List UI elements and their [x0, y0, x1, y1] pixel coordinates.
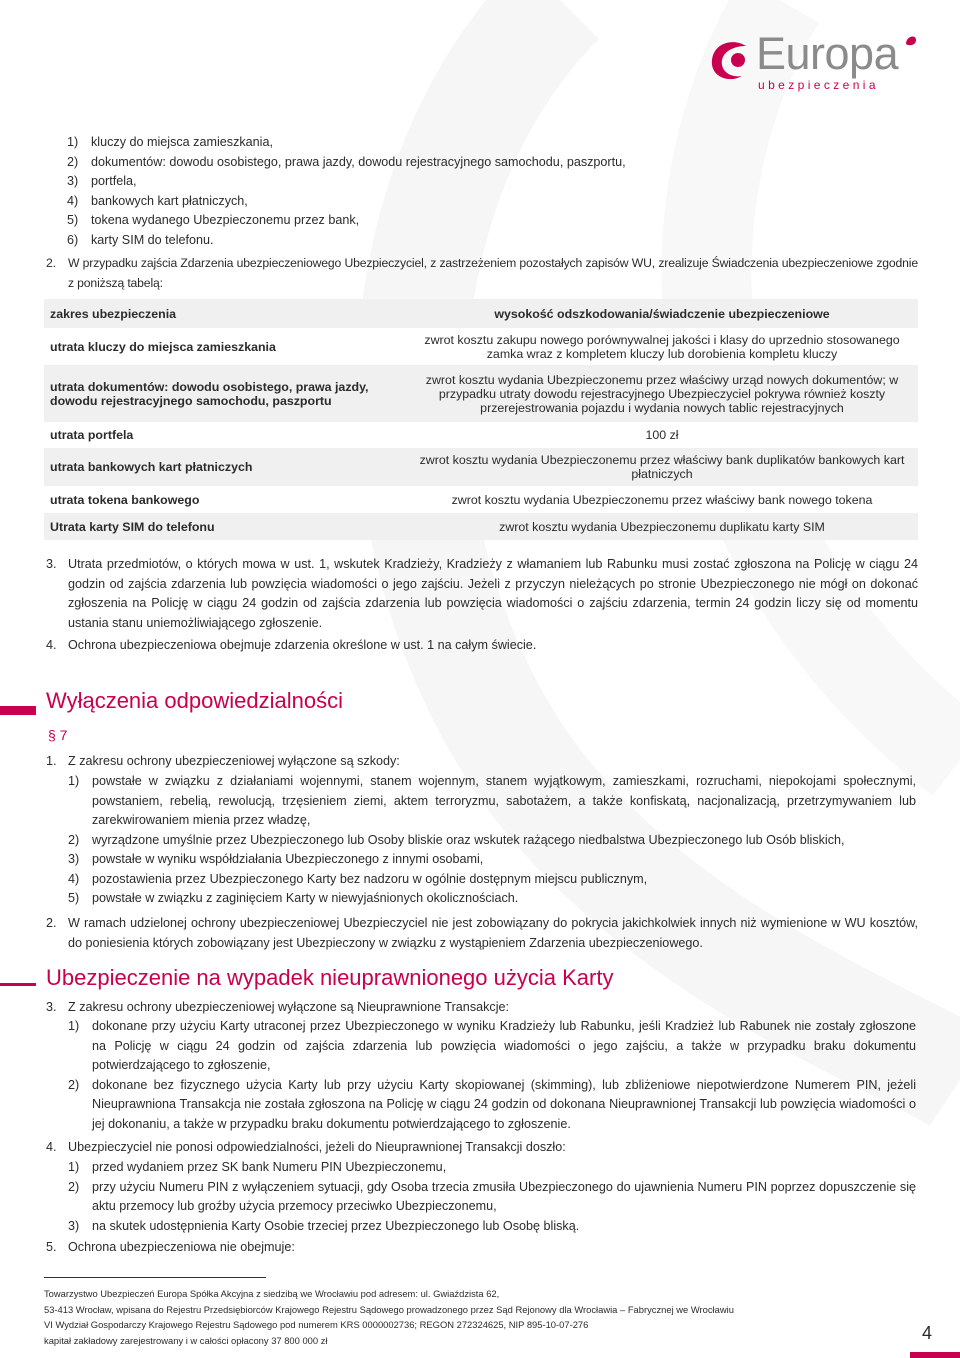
footer-company-info — [44, 1286, 734, 1348]
page-number: 4 — [922, 1323, 933, 1343]
point-4: 4. Ochrona ubezpieczeniowa obejmuje zdarzenia określone w ust. 1 na całym świecie. — [46, 638, 537, 652]
logo-dot-icon — [904, 34, 918, 48]
s2-point-4: 4. Ubezpieczyciel nie ponosi odpowiedzialności, jeżeli do Nieuprawnionej Transakcji doszło: — [46, 1140, 566, 1154]
europa-logo — [708, 28, 928, 94]
list-item: 1) kluczy do miejsca zamieszkania, — [67, 135, 273, 149]
table-row: utrata kluczy do miejsca zamieszkania zwrot kosztu zakupu nowego porównywalnej jakości i klasy do uprzednio stosowanego zamka wraz z kompletem kluczy lub dorobienia kompletu kluczy — [44, 328, 918, 365]
s1-point-1: 1. Z zakresu ochrony ubezpieczeniowej wyłączone są szkody: — [46, 754, 400, 768]
footer-divider — [44, 1277, 266, 1278]
s2-items3-list — [68, 1017, 916, 1134]
s1-items-list — [68, 772, 916, 909]
s2-point-3: 3. Z zakresu ochrony ubezpieczeniowej wyłączone są Nieuprawnione Transakcje: — [46, 1000, 510, 1014]
table-header-cell: zakres ubezpieczenia — [44, 299, 406, 328]
logo-wordmark: Europa — [756, 28, 899, 79]
s2-point-5: 5. Ochrona ubezpieczeniowa nie obejmuje: — [46, 1240, 295, 1254]
table-header-cell: wysokość odszkodowania/świadczenie ubezpieczeniowe — [406, 299, 918, 328]
list-item: 6) karty SIM do telefonu. — [67, 232, 214, 247]
list-item: 2) przy użyciu Numeru PIN z wyłączeniem sytuacji, gdy Osoba trzecia zmusiła Ubezpieczonego do ujawnienia Numeru PIN poprzez dopuszczenie się aktu przemocy lub groźby użycia przemocy przeciwko Ubezpieczonemu, — [68, 1179, 916, 1213]
items-top-list — [67, 133, 917, 250]
logo-subtitle: ubezpieczenia — [758, 78, 879, 92]
list-item: 3) na skutek udostępnienia Karty Osobie trzeciej przez Ubezpieczonego lub Osobę bliską. — [68, 1218, 580, 1233]
footer-line: 53-413 Wrocław, wpisana do Rejestru Przedsiębiorców Krajowego Rejestru Sądowego prowadzonego przez Sąd Rejonowy dla Wrocławia – Fabrycznej we Wrocławiu — [44, 1303, 734, 1315]
logo-swirl-icon — [708, 38, 754, 84]
s1-point-2: 2. W ramach udzielonej ochrony ubezpieczeniowej Ubezpieczyciel nie jest zobowiązany do pokrycia jakichkolwiek innych niż wymienione w WU kosztów, do poniesienia których zobowiązany jest Ubezpieczony w związku z wystąpieniem Zdarzenia ubezpieczeniowego. — [46, 916, 918, 950]
list-item: 1) przed wydaniem przez SK bank Numeru PIN Ubezpieczonemu, — [68, 1160, 447, 1174]
s2-items4-list — [68, 1158, 916, 1236]
list-item: 5) powstałe w związku z zaginięciem Karty w niewyjaśnionych okolicznościach. — [68, 891, 519, 905]
list-item: 5) tokena wydanego Ubezpieczonemu przez bank, — [67, 213, 360, 227]
table-header-row — [44, 299, 918, 328]
list-item: 4) pozostawienia przez Ubezpieczonego Karty bez nadzoru w ogólnie dostępnym miejscu publicznym, — [68, 871, 648, 886]
section-title-exclusions: Wyłączenia odpowiedzialności — [46, 688, 343, 713]
list-item: 3) powstałe w wyniku współdziałania Ubezpieczonego z innymi osobami, — [68, 852, 484, 866]
footer-line: Towarzystwo Ubezpieczeń Europa Spółka Akcyjna z siedzibą we Wrocławiu pod adresem: ul. Gwiaździsta 62, — [44, 1288, 500, 1299]
section-title-unauthorized-use: Ubezpieczenie na wypadek nieuprawnionego użycia Karty — [46, 965, 614, 990]
paragraph-sign: § 7 — [48, 727, 68, 743]
list-item: 1) powstałe w związku z działaniami wojennymi, stanem wojennym, stanem wyjątkowym, zamieszkami, rozruchami, niepokojami społecznymi, powstaniem, rebelią, rewolucją, trzęsieniem ziemi, aktem terroryzmu, sabotażem, a także konfiskatą, nacjonalizacją, przetrzymywaniem lub zarekwirowaniem mienia przez władzę, — [68, 774, 916, 827]
list-item: 1) dokonane przy użyciu Karty utraconej przez Ubezpieczonego w wyniku Kradzieży lub Rabunku, jeśli Kradzież lub Rabunek nie zostały zgłoszone na Policję w ciągu 24 godzin od zajścia zdarzenia lub powzięcia wiadomości o jego zajściu, a także w przypadku braku dokumentu potwierdzającego to zgłoszenie, — [68, 1019, 916, 1072]
footer-line: VI Wydział Gospodarczy Krajowego Rejestru Sądowego pod numerem KRS 0000002736; REGON 272324625, NIP 895-10-07-276 — [44, 1319, 589, 1330]
section-marker — [0, 983, 36, 986]
list-item: 2) dokumentów: dowodu osobistego, prawa jazdy, dowodu rejestracyjnego samochodu, paszportu, — [67, 154, 626, 169]
footer-line: kapitał zakładowy zarejestrowany i w całości opłacony 37 800 000 zł — [44, 1334, 328, 1346]
list-item: 2) dokonane bez fizycznego użycia Karty lub przy użyciu Karty skopiowanej (skimming), lub zbliżeniowe niepotwierdzone Numerem PIN, jeżeli Nieuprawniona Transakcja nie została zgłoszona na Policję w ciągu 24 godzin od dokonana Nieuprawnionej Transakcji lub powzięcia wiadomości o jej dokonaniu, a także w przypadku braku dokumentu potwierdzającego to zgłoszenie. — [68, 1077, 916, 1131]
coverage-table — [44, 299, 918, 540]
point-2: 2. W przypadku zajścia Zdarzenia ubezpieczeniowego Ubezpieczyciel, z zastrzeżeniem pozostałych zapisów WU, zrealizuje Świadczenia ubezpieczeniowe zgodnie z poniższą tabelą: — [46, 256, 918, 290]
page-corner-decoration — [910, 1338, 960, 1358]
section-marker — [0, 706, 36, 715]
point-3: 3. Utrata przedmiotów, o których mowa w ust. 1, wskutek Kradzieży, Kradzieży z włamaniem lub Rabunku musi zostać zgłoszona na Policję w ciągu 24 godzin od zajścia zdarzenia lub powzięcia wiadomości o jego zajściu. Jeżeli z przyczyn nieleżących po stronie Ubezpieczonego nie mógł on dokonać zgłoszenia na Policję w ciągu 24 godzin od zajścia zdarzenia lub powzięcia wiadomości o zajściu zdarzenia, termin 24 godzin liczy się od momentu ustania stanu uniemożliwiającego zgłoszenie. — [46, 557, 918, 630]
table-row: utrata dokumentów: dowodu osobistego, prawa jazdy, dowodu rejestracyjnego samochodu, paszportu zwrot kosztu wydania Ubezpieczonemu przez właściwy urząd nowych dokumentów; w przypadku utraty dowodu rejestracyjnego Ubezpieczyciel pokrywa również koszty przerejestrowania pojazdu i wydania nowych tablic rejestracyjnych — [44, 365, 918, 422]
table-row: Utrata karty SIM do telefonu zwrot kosztu wydania Ubezpieczonemu duplikatu karty SIM — [44, 513, 918, 540]
table-row: utrata portfela 100 zł — [44, 422, 918, 448]
list-item: 3) portfela, — [67, 174, 137, 188]
list-item: 4) bankowych kart płatniczych, — [67, 193, 248, 208]
list-item: 2) wyrządzone umyślnie przez Ubezpieczonego lub Osoby bliskie oraz wskutek rażącego niedbalstwa Ubezpieczonego lub Osób bliskich, — [68, 832, 845, 847]
table-row: utrata bankowych kart płatniczych zwrot kosztu wydania Ubezpieczonemu przez właściwy bank duplikatów bankowych kart płatniczych — [44, 448, 918, 486]
table-row: utrata tokena bankowego zwrot kosztu wydania Ubezpieczonemu przez właściwy bank nowego tokena — [44, 486, 918, 513]
